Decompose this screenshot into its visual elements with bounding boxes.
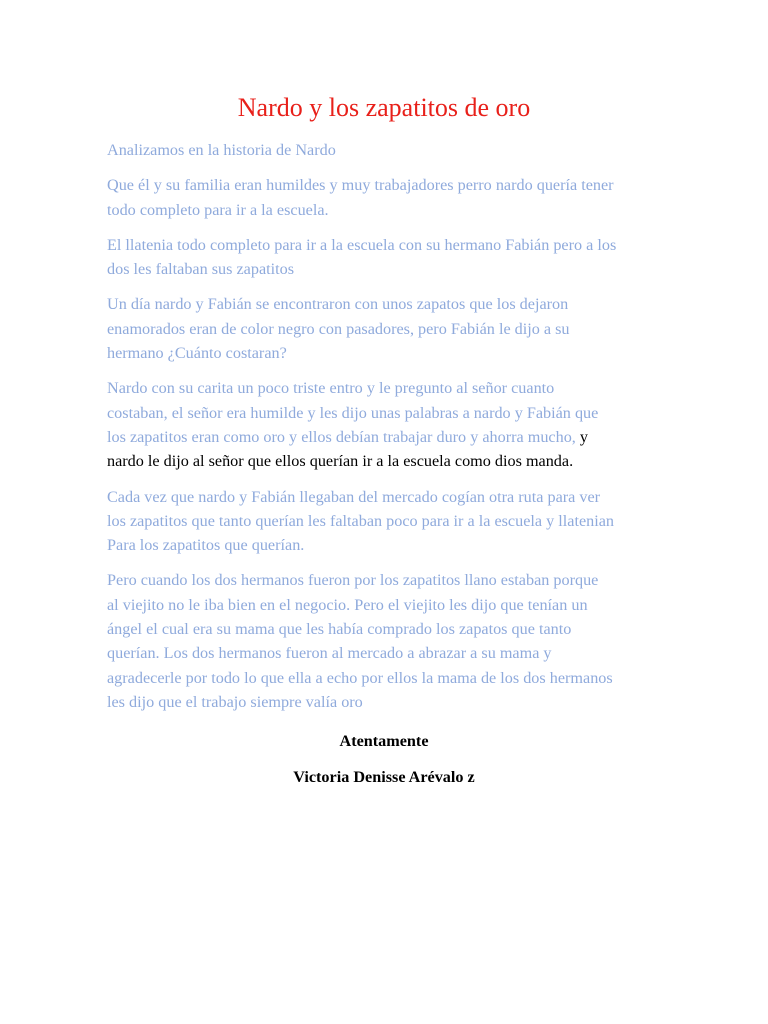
text-line: El llatenia todo completo para ir a la escuela con su hermano Fabián pero a los (107, 235, 617, 254)
text-line: al viejito no le iba bien en el negocio. Pero el viejito les dijo que tenían un (107, 595, 588, 614)
emphasis-line: nardo le dijo al señor que ellos querían ir a la escuela como dios manda. (107, 452, 574, 471)
text-line: querían. Los dos hermanos fueron al mercado a abrazar a su mama y (107, 644, 552, 663)
text-segment: los zapatitos eran como oro y ellos debían trabajar duro y ahorra mucho, (107, 427, 576, 446)
paragraph-3 (107, 233, 667, 282)
paragraph-7 (107, 568, 667, 714)
text-line: Analizamos en la historia de Nardo (107, 141, 336, 159)
emphasis-text: y (579, 427, 588, 446)
text-line: los zapatitos que tanto querían les faltaban poco para ir a la escuela y llatenian (107, 511, 614, 530)
paragraph-5 (107, 376, 667, 473)
text-line: enamorados eran de color negro con pasadores, pero Fabián le dijo a su (107, 319, 570, 338)
paragraph-2 (107, 173, 667, 222)
paragraph-6 (107, 485, 667, 558)
document-title: Nardo y los zapatitos de oro (237, 93, 531, 122)
text-line: les dijo que el trabajo siempre valía oro (107, 692, 363, 711)
text-line: Pero cuando los dos hermanos fueron por los zapatitos llano estaban porque (107, 571, 599, 590)
text-line: Nardo con su carita un poco triste entro y le pregunto al señor cuanto (107, 379, 555, 398)
text-line: costaban, el señor era humilde y les dijo unas palabras a nardo y Fabián que (107, 403, 599, 422)
text-line: Para los zapatitos que querían. (107, 536, 305, 555)
text-line (107, 425, 667, 449)
paragraph-1 (107, 138, 667, 162)
closing-text: Atentamente (339, 732, 429, 750)
text-line: hermano ¿Cuánto costaran? (107, 344, 287, 363)
text-line: todo completo para ir a la escuela. (107, 200, 329, 219)
text-line: Cada vez que nardo y Fabián llegaban del mercado cogían otra ruta para ver (107, 487, 601, 506)
text-line: agradecerle por todo lo que ella a echo por ellos la mama de los dos hermanos (107, 668, 613, 687)
signature-name: Victoria Denisse Arévalo z (293, 768, 475, 786)
paragraph-4 (107, 292, 667, 365)
text-line: Que él y su familia eran humildes y muy trabajadores perro nardo quería tener (107, 176, 614, 195)
document-body (107, 138, 667, 725)
text-line: dos les faltaban sus zapatitos (107, 260, 295, 279)
text-line: Un día nardo y Fabián se encontraron con unos zapatos que los dejaron (107, 295, 569, 314)
text-line: ángel el cual era su mama que les había comprado los zapatos que tanto (107, 620, 572, 639)
